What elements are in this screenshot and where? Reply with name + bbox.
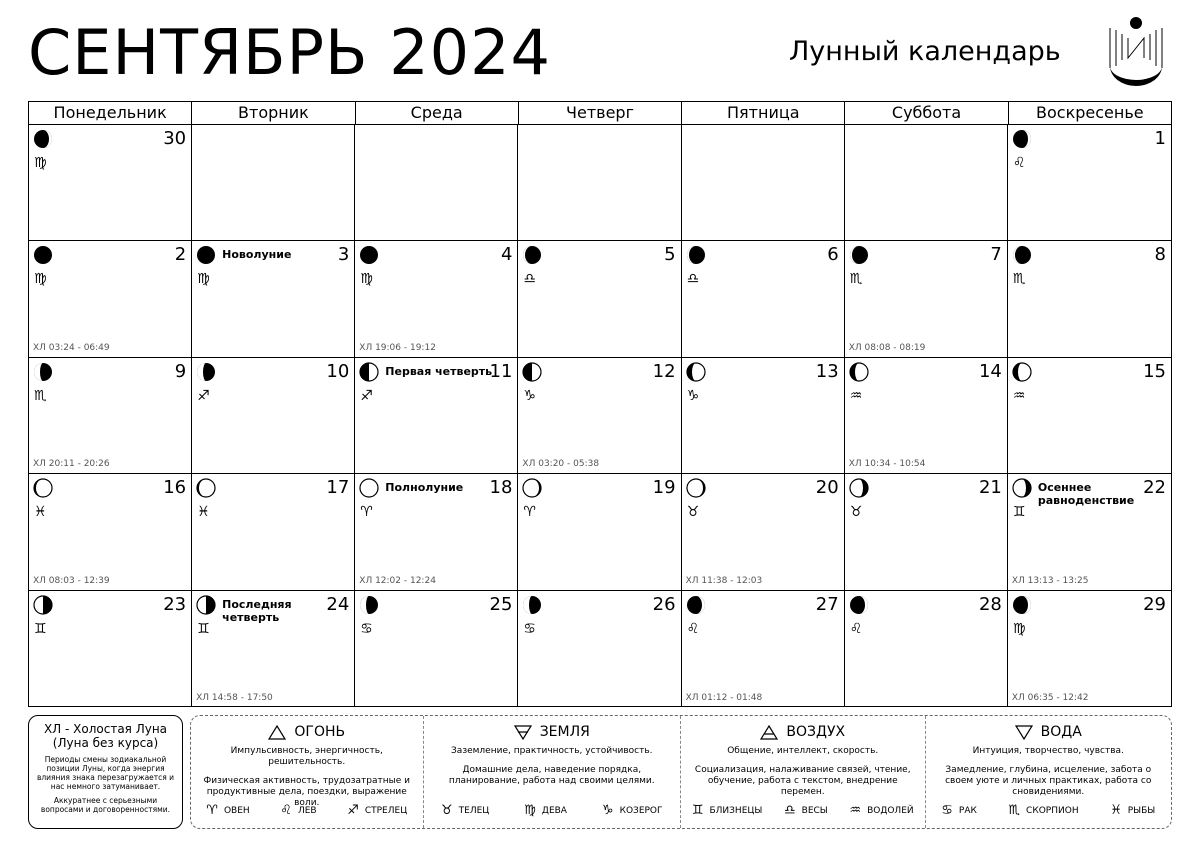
elements-legend	[190, 715, 1172, 829]
moon-phase-icon	[33, 129, 53, 149]
day-number: 6	[827, 244, 839, 266]
water-triangle-icon	[1015, 724, 1033, 740]
void-moon-time: ХЛ 13:13 - 13:25	[1011, 575, 1089, 586]
zodiac-label: КОЗЕРОГ	[619, 805, 663, 816]
moon-phase-icon	[196, 595, 216, 615]
moon-phase-icon	[522, 595, 542, 615]
moon-phase-icon	[849, 478, 869, 498]
day-cell	[355, 591, 518, 707]
day-number: 8	[1154, 244, 1166, 266]
moon-phase-icon	[196, 362, 216, 382]
void-moon-time: ХЛ 08:03 - 12:39	[33, 575, 110, 586]
zodiac-sign-icon: ♏	[849, 271, 863, 288]
moon-phase-icon	[196, 245, 216, 265]
day-cell	[518, 125, 681, 241]
element-sign	[692, 803, 762, 818]
moon-phase-icon	[686, 362, 706, 382]
zodiac-sign-icon: ♌	[1012, 155, 1026, 171]
zodiac-sign-icon: ♌	[849, 620, 863, 637]
void-moon-time: ХЛ 19:06 - 19:12	[359, 342, 436, 353]
zodiac-sign-icon: ♋	[360, 620, 373, 637]
zodiac-sign-icon: ♋	[523, 620, 536, 637]
void-moon-time: ХЛ 10:34 - 10:54	[848, 459, 926, 470]
moon-phase-icon	[33, 478, 53, 498]
day-number: 23	[163, 593, 187, 615]
void-moon-time: ХЛ 11:38 - 12:03	[685, 575, 763, 586]
zodiac-sign-icon: ♐	[360, 387, 373, 404]
calendar-grid	[28, 101, 1172, 707]
zodiac-sign-icon: ♑	[686, 387, 700, 404]
day-cell	[192, 358, 355, 474]
element-activities: Замедление, глубина, исцеление, забота о своем уюте и личных практиках, работа со сновидениями.	[945, 765, 1152, 797]
day-cell	[29, 358, 192, 474]
element-sign	[347, 803, 407, 818]
note-text-warning: Аккуратнее с серьезными вопросами и договоренностями.	[40, 796, 171, 814]
zodiac-sign-icon: ♊	[197, 620, 210, 637]
moon-phase-icon	[33, 362, 53, 382]
element-signs	[926, 803, 1172, 818]
zodiac-glyph-icon: ♌	[280, 803, 292, 818]
zodiac-sign-icon: ♈	[523, 504, 536, 521]
moon-phase-icon	[359, 362, 379, 382]
zodiac-label: ВЕСЫ	[801, 805, 828, 816]
air-triangle-icon	[760, 724, 778, 740]
day-number: 11	[489, 360, 513, 382]
day-number: 20	[815, 477, 839, 499]
zodiac-sign-icon: ♒	[1012, 387, 1026, 404]
element-4	[926, 716, 1172, 828]
day-cell	[29, 474, 192, 590]
moon-phase-icon	[33, 595, 53, 615]
day-cell	[192, 591, 355, 707]
day-cell	[845, 241, 1008, 357]
zodiac-sign-icon: ♍	[197, 271, 210, 288]
day-cell	[355, 474, 518, 590]
note-title: ХЛ - Холостая Луна (Луна без курса)	[43, 722, 168, 750]
zodiac-sign-icon: ♎	[523, 271, 536, 288]
zodiac-glyph-icon: ♓	[1110, 803, 1122, 818]
day-cell	[682, 125, 845, 241]
day-number: 17	[326, 477, 350, 499]
day-number: 28	[978, 593, 1002, 615]
zodiac-sign-icon: ♉	[849, 504, 863, 521]
void-moon-time: ХЛ 20:11 - 20:26	[33, 459, 110, 470]
day-cell	[682, 358, 845, 474]
zodiac-sign-icon: ♏	[1012, 271, 1026, 288]
moon-phase-icon	[849, 595, 869, 615]
element-1	[191, 716, 424, 828]
zodiac-glyph-icon: ♈	[206, 803, 218, 818]
zodiac-sign-icon: ♓	[197, 504, 210, 521]
moon-phase-icon	[522, 245, 542, 265]
day-cell	[682, 474, 845, 590]
day-cell	[682, 591, 845, 707]
moon-phase-icon	[1012, 362, 1032, 382]
page-subtitle: Лунный календарь	[789, 36, 1061, 67]
day-cell	[518, 241, 681, 357]
earth-triangle-icon	[514, 724, 532, 740]
day-cell	[355, 241, 518, 357]
element-sign	[849, 803, 913, 818]
zodiac-sign-icon: ♒	[849, 387, 863, 404]
zodiac-label: ЛЕВ	[297, 805, 317, 816]
weekday-tuesday: Вторник	[192, 102, 355, 124]
day-number: 9	[174, 360, 187, 382]
day-cell	[192, 125, 355, 241]
element-sign	[602, 803, 663, 818]
moon-phase-icon	[686, 595, 706, 615]
day-number: 16	[163, 477, 187, 499]
moon-phase-icon	[359, 595, 379, 615]
zodiac-label: ТЕЛЕЦ	[458, 805, 490, 816]
day-cell	[192, 474, 355, 590]
moon-phase-icon	[359, 478, 379, 498]
zodiac-glyph-icon: ♐	[347, 803, 359, 818]
element-activities: Физическая активность, трудозатратные и продуктивные дела, поездки, выражение воли.	[203, 776, 410, 808]
moon-phase-icon	[33, 245, 53, 265]
weekday-friday: Пятница	[682, 102, 845, 124]
lunar-event-label: Новолуние	[222, 248, 292, 262]
day-number: 24	[326, 593, 350, 615]
day-number: 15	[1143, 360, 1166, 382]
zodiac-sign-icon: ♍	[34, 271, 47, 288]
zodiac-sign-icon: ♍	[34, 155, 47, 171]
day-cell	[192, 241, 355, 357]
element-sign	[1008, 803, 1078, 818]
zodiac-glyph-icon: ♊	[691, 803, 704, 818]
zodiac-sign-icon: ♊	[34, 620, 47, 637]
void-moon-time: ХЛ 12:02 - 12:24	[359, 575, 436, 586]
zodiac-sign-icon: ♉	[686, 504, 700, 521]
element-sign	[1110, 803, 1155, 818]
moon-phase-icon	[1012, 595, 1032, 615]
element-traits: Заземление, практичность, устойчивость.	[451, 746, 653, 756]
moon-phase-icon	[1012, 129, 1032, 149]
zodiac-glyph-icon: ♑	[601, 803, 614, 818]
zodiac-glyph-icon: ♍	[524, 803, 536, 818]
weekday-header	[29, 102, 1171, 125]
day-number: 14	[978, 360, 1002, 382]
day-cell	[845, 125, 1008, 241]
day-cell	[355, 358, 518, 474]
void-moon-time: ХЛ 03:24 - 06:49	[33, 342, 110, 353]
day-cell	[1008, 474, 1171, 590]
zodiac-label: СКОРПИОН	[1026, 805, 1079, 816]
day-cell	[1008, 125, 1171, 241]
day-number: 13	[815, 360, 839, 382]
weekday-thursday: Четверг	[519, 102, 682, 124]
day-cell	[355, 125, 518, 241]
zodiac-sign-icon: ♍	[1012, 620, 1026, 637]
day-cell	[682, 241, 845, 357]
day-cell	[29, 241, 192, 357]
day-number: 25	[489, 593, 513, 615]
zodiac-label: ВОДОЛЕЙ	[867, 805, 914, 816]
note-text: Периоды смены зодиакальной позиции Луны, когда энергия влияния знака перезагружается и нас немного затуманивает.	[36, 755, 175, 791]
zodiac-sign-icon: ♎	[686, 271, 700, 288]
element-name: ВОДА	[1040, 724, 1082, 740]
void-moon-time: ХЛ 08:08 - 08:19	[848, 342, 926, 353]
zodiac-sign-icon: ♌	[686, 620, 700, 637]
moon-phase-icon	[849, 362, 869, 382]
void-moon-time: ХЛ 01:12 - 01:48	[685, 693, 763, 703]
day-number: 21	[978, 477, 1002, 499]
day-number: 10	[326, 360, 350, 382]
day-cell	[518, 474, 681, 590]
zodiac-sign-icon: ♑	[523, 387, 536, 404]
day-number: 22	[1143, 477, 1166, 499]
zodiac-glyph-icon: ♒	[849, 803, 862, 818]
moon-phase-icon	[686, 245, 706, 265]
day-cell	[845, 591, 1008, 707]
zodiac-glyph-icon: ♎	[783, 803, 796, 818]
element-activities: Домашние дела, наведение порядка, планирование, работа над своими целями.	[448, 765, 655, 786]
zodiac-glyph-icon: ♉	[441, 803, 453, 818]
zodiac-sign-icon: ♈	[360, 504, 373, 521]
element-name: ОГОНЬ	[294, 724, 346, 740]
moon-phase-icon	[359, 245, 379, 265]
day-number: 19	[652, 477, 676, 499]
moon-phase-icon	[849, 245, 869, 265]
day-number: 4	[500, 244, 513, 266]
day-number: 5	[664, 244, 676, 266]
element-traits: Импульсивность, энергичность, решительность.	[230, 746, 383, 767]
element-sign	[941, 803, 977, 818]
lunar-event-label: Первая четверть	[385, 364, 493, 378]
element-traits: Интуиция, творчество, чувства.	[972, 746, 1124, 756]
day-number: 1	[1154, 128, 1166, 149]
element-name: ЗЕМЛЯ	[539, 724, 590, 740]
void-moon-note	[28, 715, 183, 829]
day-cell	[845, 474, 1008, 590]
element-signs	[191, 803, 423, 818]
day-number: 26	[652, 593, 676, 615]
zodiac-label: РАК	[958, 805, 977, 816]
zodiac-glyph-icon: ♋	[941, 803, 953, 818]
zodiac-sign-icon: ♊	[1012, 504, 1026, 521]
day-cells	[29, 125, 1171, 707]
weekday-monday: Понедельник	[29, 102, 192, 124]
day-cell	[29, 125, 192, 241]
element-sign	[206, 803, 249, 818]
zodiac-sign-icon: ♓	[34, 504, 47, 521]
moon-phase-icon	[686, 478, 706, 498]
lunar-event-label: Осеннее равноденствие	[1037, 481, 1135, 508]
fire-triangle-icon	[268, 724, 286, 740]
element-activities: Социализация, налаживание связей, чтение, обучение, работа с текстом, внедрение перемен.	[694, 765, 911, 797]
element-signs	[424, 803, 680, 818]
day-cell	[518, 358, 681, 474]
void-moon-time: ХЛ 14:58 - 17:50	[196, 693, 273, 703]
element-name: ВОЗДУХ	[786, 724, 846, 740]
day-number: 27	[815, 593, 839, 615]
day-cell	[1008, 241, 1171, 357]
element-sign	[524, 803, 567, 818]
day-number: 30	[163, 128, 187, 149]
zodiac-sign-icon: ♏	[34, 387, 47, 404]
zodiac-glyph-icon: ♏	[1008, 803, 1021, 818]
element-header	[191, 724, 423, 740]
page-title: СЕНТЯБРЬ 2024	[28, 16, 551, 89]
day-number: 29	[1143, 593, 1166, 615]
zodiac-label: ДЕВА	[541, 805, 567, 816]
weekday-saturday: Суббота	[845, 102, 1008, 124]
lunar-event-label: Полнолуние	[385, 481, 464, 495]
day-cell	[518, 591, 681, 707]
day-number: 7	[990, 244, 1002, 266]
void-moon-time: ХЛ 03:20 - 05:38	[522, 459, 600, 470]
element-traits: Общение, интеллект, скорость.	[727, 746, 879, 756]
element-sign	[441, 803, 489, 818]
day-cell	[845, 358, 1008, 474]
element-header	[926, 724, 1172, 740]
moon-logo-icon	[1104, 16, 1168, 88]
zodiac-label: ОВЕН	[223, 805, 250, 816]
day-number: 2	[174, 244, 187, 266]
weekday-wednesday: Среда	[356, 102, 519, 124]
moon-phase-icon	[1012, 478, 1032, 498]
moon-phase-icon	[522, 478, 542, 498]
day-number: 3	[337, 244, 350, 266]
zodiac-label: БЛИЗНЕЦЫ	[709, 805, 763, 816]
element-sign	[784, 803, 828, 818]
element-2	[424, 716, 681, 828]
zodiac-label: СТРЕЛЕЦ	[364, 805, 408, 816]
element-sign	[280, 803, 316, 818]
element-header	[424, 724, 680, 740]
element-3	[681, 716, 926, 828]
day-number: 12	[652, 360, 676, 382]
zodiac-sign-icon: ♐	[197, 387, 210, 404]
day-number: 18	[489, 477, 513, 499]
moon-phase-icon	[522, 362, 542, 382]
element-signs	[681, 803, 925, 818]
lunar-event-label: Последняя четверть	[222, 597, 292, 624]
moon-phase-icon	[196, 478, 216, 498]
day-cell	[29, 591, 192, 707]
void-moon-time: ХЛ 06:35 - 12:42	[1011, 693, 1089, 703]
element-header	[681, 724, 925, 740]
zodiac-label: РЫБЫ	[1127, 805, 1156, 816]
day-cell	[1008, 358, 1171, 474]
day-cell	[1008, 591, 1171, 707]
zodiac-sign-icon: ♍	[360, 271, 373, 288]
moon-phase-icon	[1012, 245, 1032, 265]
weekday-sunday: Воскресенье	[1036, 103, 1144, 122]
